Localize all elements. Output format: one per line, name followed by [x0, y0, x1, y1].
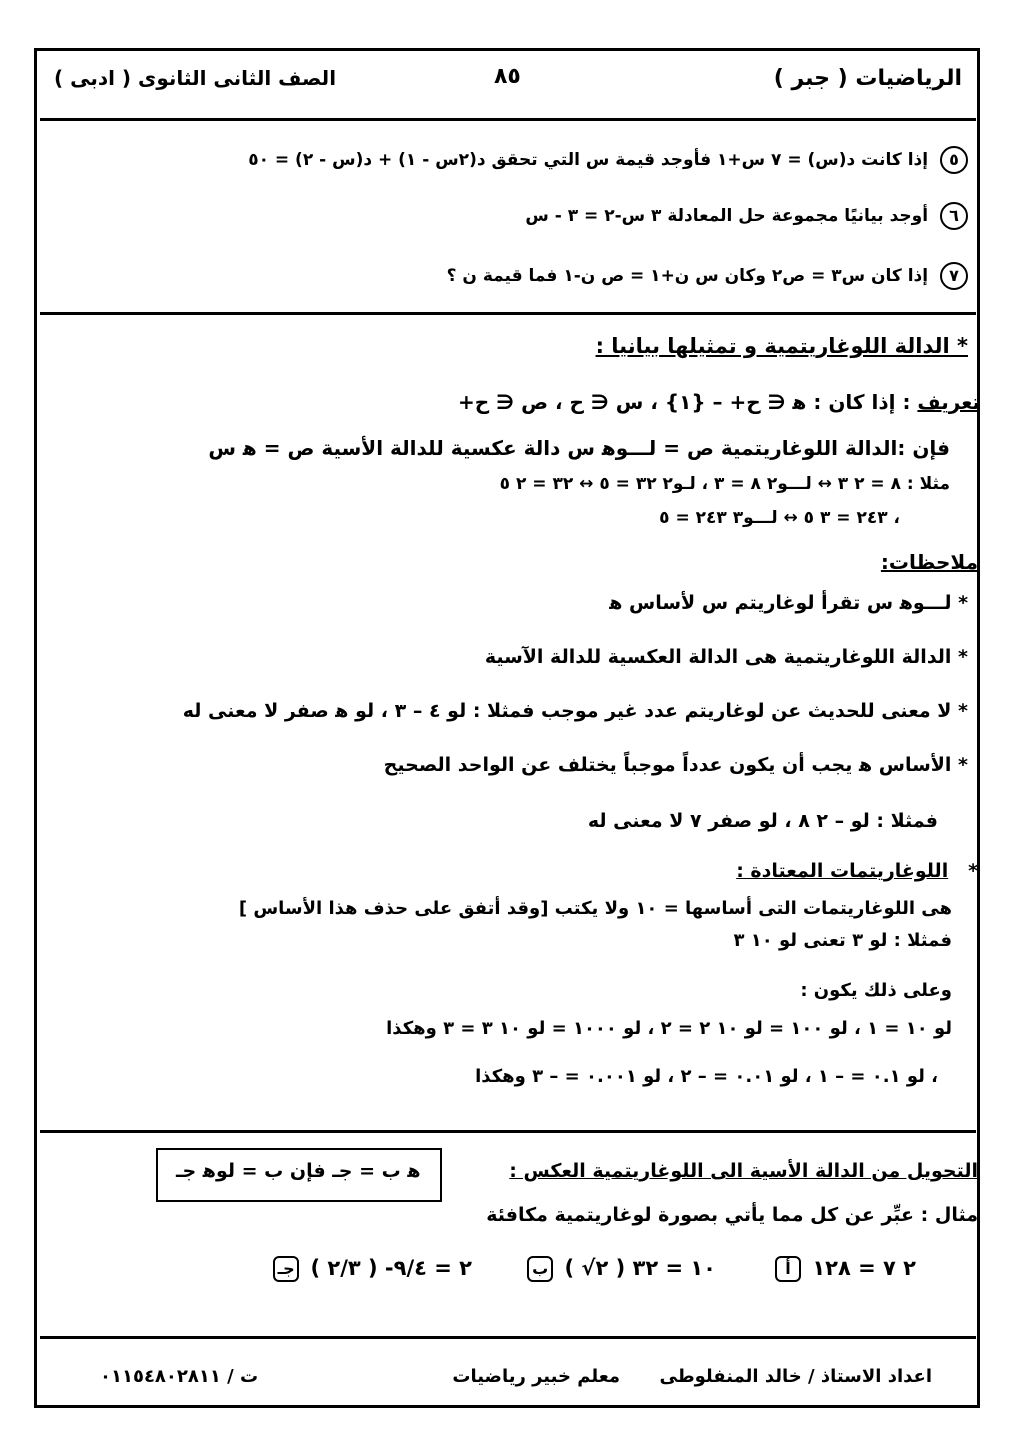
exercise-7: [447, 262, 968, 290]
note-example: فمثلا : لو – ٢ ٨ ، لو صفر ٧ لا معنى له: [587, 810, 938, 832]
then-statement: فإن :الدالة اللوغاريتمية ص = لـــوﻫ س دالة عكسية للدالة الأسية ص = ﻫ س: [208, 436, 950, 460]
footer-divider: [40, 1336, 976, 1339]
common-line-5: ، لو ٠.١ = – ١ ، لو ٠.٠١ = – ٢ ، لو ٠.٠٠١ = – ٣ وهكذا: [475, 1066, 938, 1087]
exercise-number-badge: ٧: [940, 262, 968, 290]
item-label: أ: [775, 1256, 801, 1282]
definition-text: : إذا كان : ﻫ ∈ ح+ – {١} ، س ∈ ح ، ص ∈ ح+: [458, 390, 918, 414]
exercise-text: أوجد بيانيًا مجموعة حل المعادلة ٣ س-٢ = ٣ - س: [525, 206, 929, 226]
header-divider: [40, 118, 976, 121]
common-line-4: لو ١٠ = ١ ، لو ١٠٠ = لو ١٠ ٢ = ٢ ، لو ١٠٠٠ = لو ١٠ ٣ = ٣ وهكذا: [386, 1018, 952, 1039]
section-divider: [40, 312, 976, 315]
example-line-2: ، ٢٤٣ = ٣ ٥ ↔ لـــو٣ ٢٤٣ = ٥: [659, 508, 900, 528]
conversion-item-c: [269, 1256, 472, 1282]
common-line-2: فمثلا : لو ٣ تعنى لو ١٠ ٣: [733, 930, 952, 951]
header-subject: الرياضيات ( جبر ): [773, 66, 962, 91]
page-number: ٨٥: [494, 64, 521, 89]
definition-label: تعريف: [917, 390, 980, 414]
note-1: * لـــوﻫ س تقرأ لوغاريتم س لأساس ﻫ: [609, 592, 968, 614]
notes-label: ملاحظات:: [880, 550, 978, 574]
exercise-number-badge: ٦: [940, 202, 968, 230]
footer-phone: ت / ٠١١٥٤٨٠٢٨١١: [100, 1366, 259, 1387]
rule-text: ﻫ ب = جـ فإن ب = لوﻫ جـ: [176, 1160, 421, 1182]
conversion-example: مثال : عبِّر عن كل مما يأتي بصورة لوغاريتمية مكافئة: [486, 1204, 978, 1226]
footer-role: معلم خبير رياضيات: [452, 1366, 620, 1387]
exercise-5: [248, 146, 968, 174]
section-title: * الدالة اللوغاريتمية و تمثيلها بيانيا :: [595, 334, 968, 358]
item-label: جـ: [273, 1256, 299, 1282]
exercise-text: إذا كان س٣ = ص٢ وكان س ن+١ = ص ن-١ فما قيمة ن ؟: [446, 266, 929, 286]
conversion-item-b: [523, 1256, 716, 1282]
item-text: ( ٢/٣ ) -٢ = ٩/٤: [310, 1256, 472, 1280]
common-line-1: هى اللوغاريتمات التى أساسها = ١٠ ولا يكتب [وقد أتفق على حذف هذا الأساس ]: [238, 898, 952, 919]
note-3: * لا معنى للحديث عن لوغاريتم عدد غير موجب فمثلا : لو ٤ – ٣ ، لو ﻫ صفر لا معنى له: [182, 700, 968, 722]
item-text: ٢ ٧ = ١٢٨: [812, 1256, 916, 1280]
conversion-item-a: [771, 1256, 916, 1282]
header-grade: الصف الثانى الثانوى ( ادبى ): [54, 66, 337, 90]
exercise-6: [525, 202, 968, 230]
item-text: ( √٢ ) ١٠ = ٣٢: [564, 1256, 716, 1280]
common-logs-star: *: [968, 860, 978, 882]
exercise-number-badge: ٥: [940, 146, 968, 174]
conversion-title: التحويل من الدالة الأسية الى اللوغاريتمية العكس :: [509, 1160, 978, 1182]
common-logs-heading: [736, 860, 978, 882]
note-2: * الدالة اللوغاريتمية هى الدالة العكسية للدالة الآسية: [484, 646, 968, 668]
example-line-1: مثلا : ٨ = ٢ ٣ ↔ لـــو٢ ٨ = ٣ ، لـو٢ ٣٢ = ٥ ↔ ٣٢ = ٢ ٥: [499, 474, 950, 494]
exercise-text: إذا كانت د(س) = ٧ س+١ فأوجد قيمة س التي تحقق د(٢س - ١) + د(س - ٢) = ٥٠: [248, 150, 929, 170]
item-label: ب: [527, 1256, 553, 1282]
common-line-3: وعلى ذلك يكون :: [800, 980, 952, 1001]
conversion-divider: [40, 1130, 976, 1133]
footer-author: اعداد الاستاذ / خالد المنفلوطى: [659, 1366, 932, 1387]
common-logs-title: اللوغاريتمات المعتادة :: [736, 860, 949, 882]
definition: [458, 390, 980, 414]
note-4: * الأساس ﻫ يجب أن يكون عدداً موجباً يختلف عن الواحد الصحيح: [383, 754, 968, 776]
